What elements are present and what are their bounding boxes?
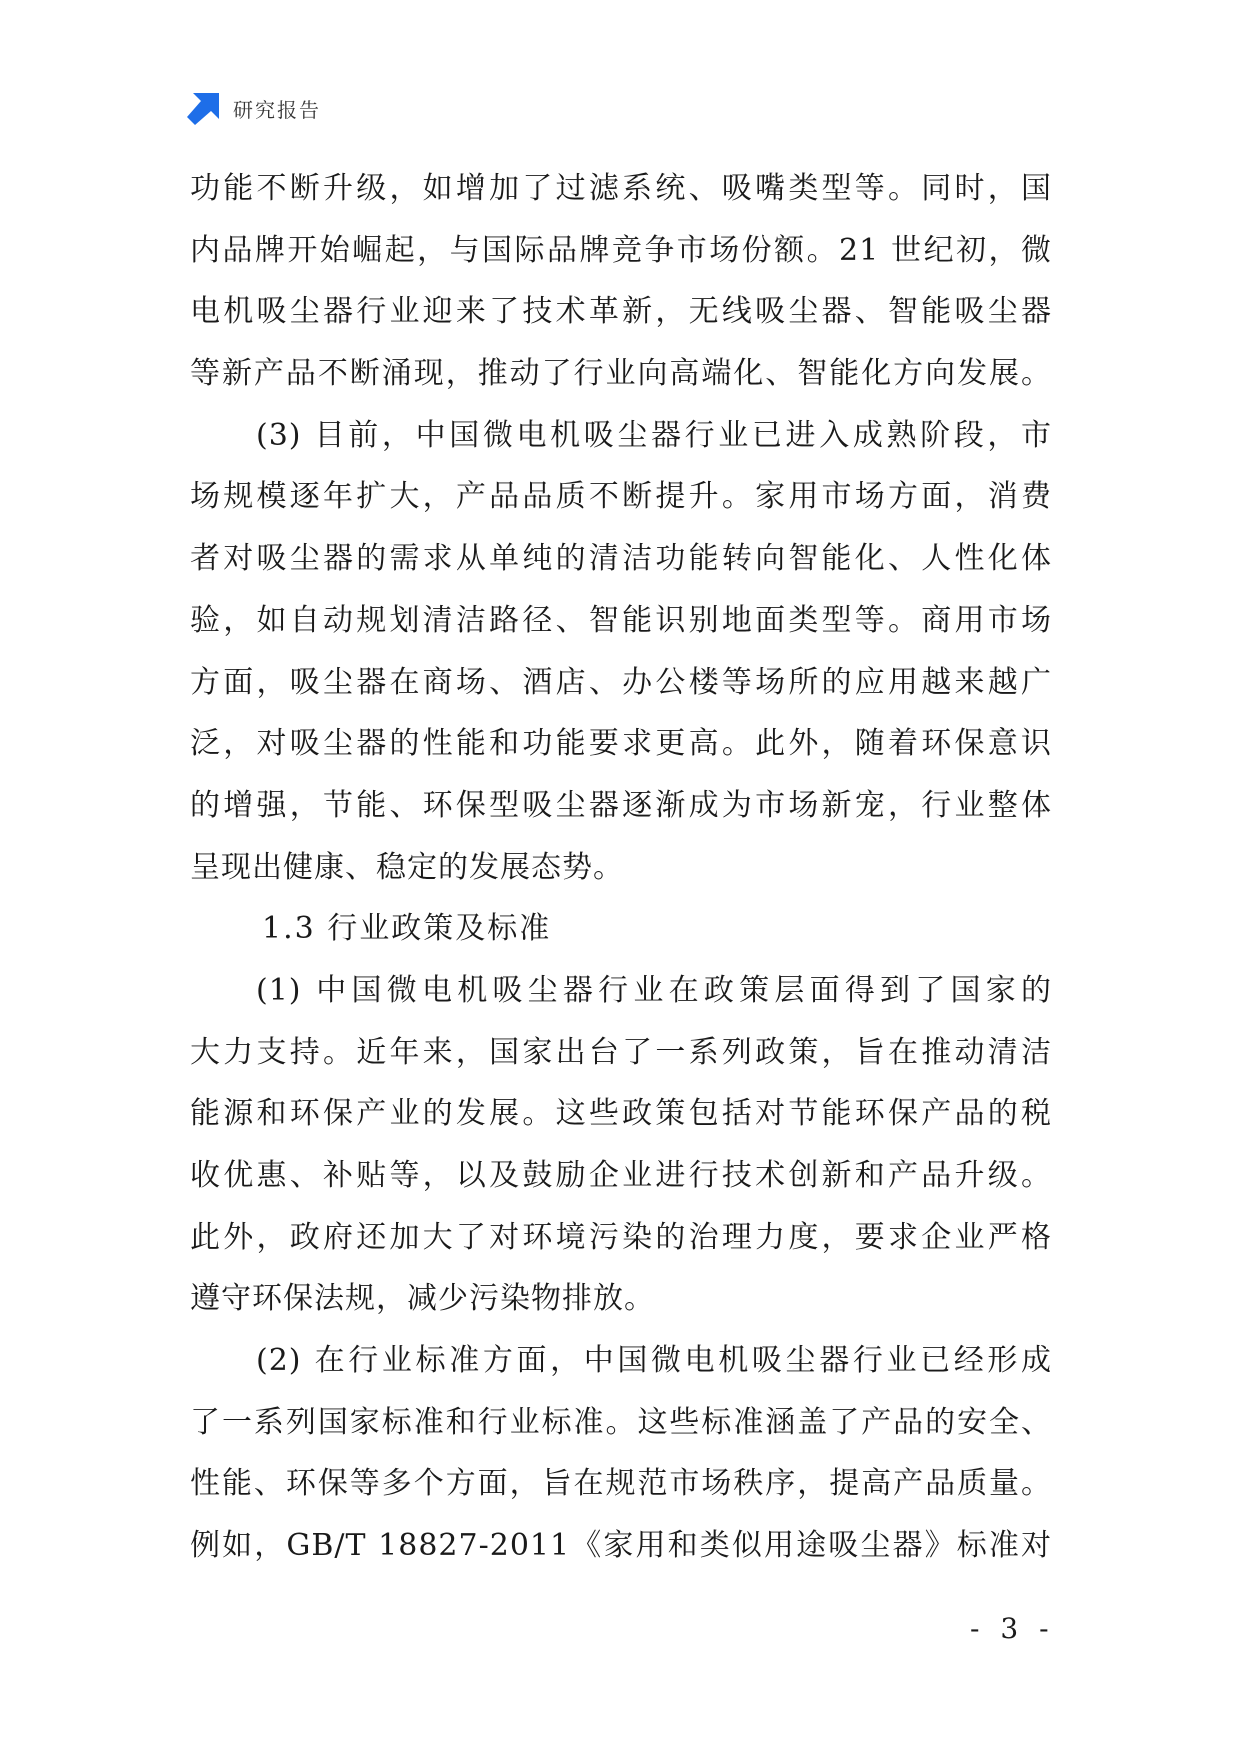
text-line: 场规模逐年扩大，产品品质不断提升。家用市场方面，消费 xyxy=(190,479,1052,515)
text-line: 泛，对吸尘器的性能和功能要求更高。此外，随着环保意识 xyxy=(190,726,1052,762)
text-line: 的增强，节能、环保型吸尘器逐渐成为市场新宠，行业整体 xyxy=(190,787,1052,823)
text-line: 此外，政府还加大了对环境污染的治理力度，要求企业严格 xyxy=(190,1219,1052,1255)
text-line: 性能、环保等多个方面，旨在规范市场秩序，提高产品质量。 xyxy=(190,1466,1052,1502)
text-line: 大力支持。近年来，国家出台了一系列政策，旨在推动清洁 xyxy=(190,1034,1052,1070)
text-line: 呈现出健康、稳定的发展态势。 xyxy=(190,849,624,885)
header-title: 研究报告 xyxy=(233,97,321,122)
text-line: 收优惠、补贴等，以及鼓励企业进行技术创新和产品升级。 xyxy=(190,1158,1052,1193)
text-line: 能源和环保产业的发展。这些政策包括对节能环保产品的税 xyxy=(190,1096,1052,1132)
text-line: 功能不断升级，如增加了过滤系统、吸嘴类型等。同时，国 xyxy=(190,171,1052,206)
section-heading: 1.3 行业政策及标准 xyxy=(262,911,552,947)
page-number: - 3 - xyxy=(970,1612,1055,1645)
paragraph-first-line: (1) 中国微电机吸尘器行业在政策层面得到了国家的 xyxy=(256,972,1052,1008)
text-line: 等新产品不断涌现，推动了行业向高端化、智能化方向发展。 xyxy=(190,356,1052,392)
paragraph-first-line: (2) 在行业标准方面，中国微电机吸尘器行业已经形成 xyxy=(256,1343,1052,1379)
text-line: 例如，GB/T 18827-2011《家用和类似用途吸尘器》标准对 xyxy=(190,1528,1052,1564)
text-line: 电机吸尘器行业迎来了技术革新，无线吸尘器、智能吸尘器 xyxy=(190,294,1052,330)
text-line: 内品牌开始崛起，与国际品牌竞争市场份额。21 世纪初，微 xyxy=(190,232,1052,268)
document-body xyxy=(190,158,1052,1577)
document-header xyxy=(187,88,321,128)
paragraph-first-line: (3) 目前，中国微电机吸尘器行业已进入成熟阶段，市 xyxy=(256,417,1052,453)
text-line: 方面，吸尘器在商场、酒店、办公楼等场所的应用越来越广 xyxy=(190,664,1052,700)
text-line: 遵守环保法规，减少污染物排放。 xyxy=(190,1281,655,1317)
text-line: 验，如自动规划清洁路径、智能识别地面类型等。商用市场 xyxy=(190,602,1052,638)
text-line: 者对吸尘器的需求从单纯的清洁功能转向智能化、人性化体 xyxy=(190,541,1052,577)
arrow-logo-icon xyxy=(187,91,221,125)
text-line: 了一系列国家标准和行业标准。这些标准涵盖了产品的安全、 xyxy=(190,1404,1052,1440)
